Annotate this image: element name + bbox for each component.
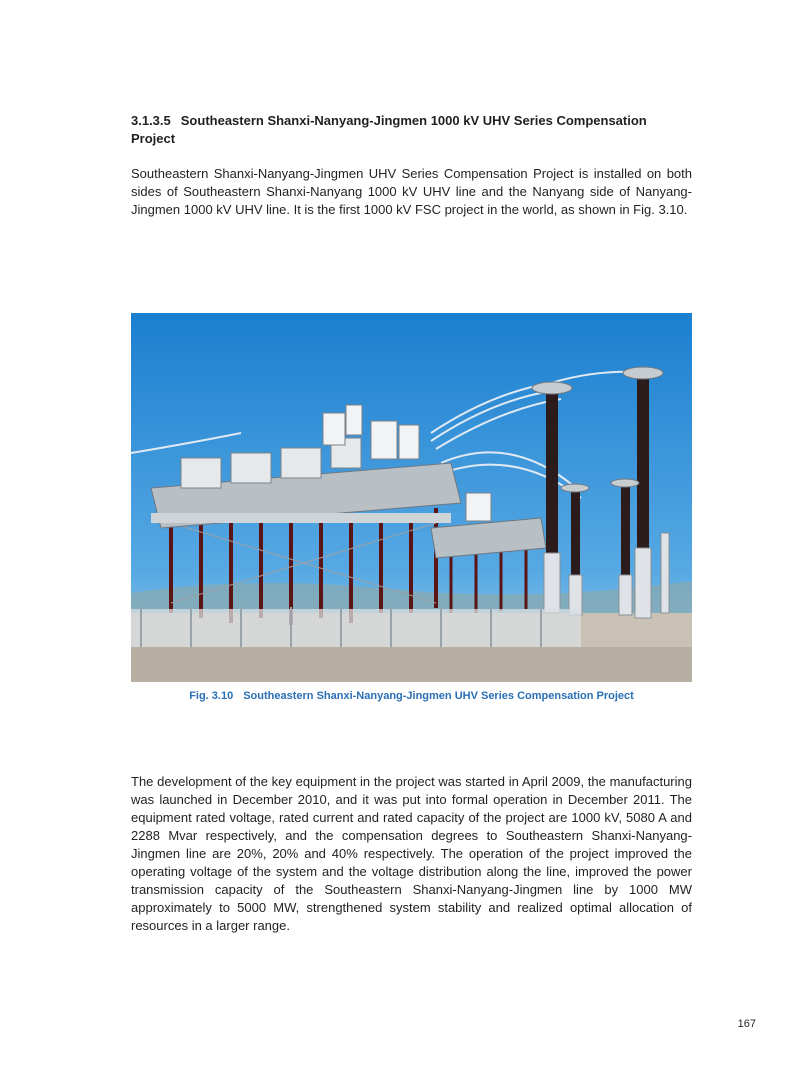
substation-photo [131, 313, 692, 682]
section-title: Southeastern Shanxi-Nanyang-Jingmen 1000 kV UHV Series Compensation Project [131, 113, 647, 146]
gravel [131, 647, 692, 682]
figure-label: Fig. 3.10 [189, 690, 234, 702]
platform-rail [151, 513, 451, 523]
page-number: 167 [737, 1018, 756, 1030]
fence [131, 609, 581, 647]
figure-caption [131, 690, 692, 702]
secondary-equipment [466, 493, 491, 521]
figure-caption-text: Southeastern Shanxi-Nanyang-Jingmen UHV Series Compensation Project [243, 690, 634, 702]
figure-photo [131, 313, 692, 682]
body-paragraph: The development of the key equipment in the project was started in April 2009, the manufacturing was launched in December 2010, and it was put into formal operation in December 2011. The equipment rated voltage, rated current and rated capacity of the project are 1000 kV, 5080 A and 2288 Mvar respectively, and the compensation degrees to Southeastern Shanxi-Nanyang-Jingmen line are 20%, 20% and 40% respectively. The operation of the project improved the operating voltage of the system and the voltage distribution along the line, improved the power transmission capacity of the Southeastern Shanxi-Nanyang-Jingmen line by 1000 MW approximately to 5000 MW, strengthened system stability and realized optimal allocation of resources in a larger range. [131, 774, 692, 933]
section-heading [131, 112, 692, 148]
section-number: 3.1.3.5 [131, 113, 171, 128]
intro-paragraph: Southeastern Shanxi-Nanyang-Jingmen UHV Series Compensation Project is installed on both sides of Southeastern Shanxi-Nanyang 1000 kV UHV line and the Nanyang side of Nanyang-Jingmen 1000 kV UHV line. It is the first 1000 kV FSC project in the world, as shown in Fig. 3.10. [131, 166, 692, 217]
